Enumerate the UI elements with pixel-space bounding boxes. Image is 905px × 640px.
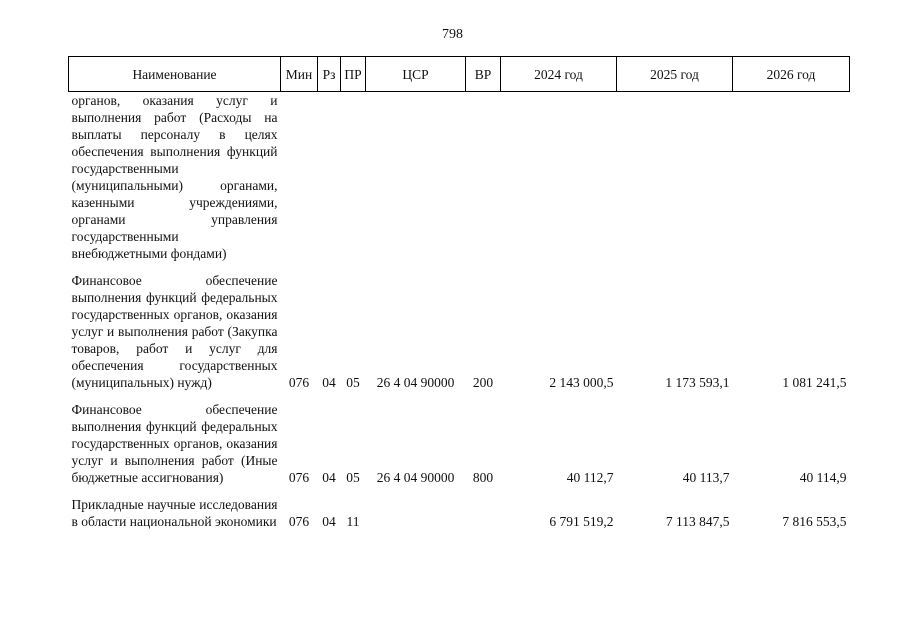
row-spacer [69, 262, 850, 272]
row-csr [366, 92, 466, 263]
row-name: Прикладные научные исследования в области национальной экономики [71, 497, 278, 529]
row-pr: 05 [346, 470, 360, 485]
row-vr [466, 92, 501, 263]
header-vr: ВР [466, 57, 501, 92]
row-2024 [501, 92, 617, 263]
row-pr: 11 [346, 514, 360, 529]
row-2026: 1 081 241,5 [782, 375, 847, 390]
row-name: Финансовое обеспечение выполнения функций федеральных государственных органов, оказания услуг и выполнения работ (Закупка товаров, работ и услуг для обеспечения государственных (муниципальных) нужд) [71, 273, 278, 390]
row-rz [318, 92, 341, 263]
row-rz: 04 [322, 375, 336, 390]
row-2026 [733, 92, 850, 263]
header-2024: 2024 год [501, 57, 617, 92]
row-2025: 1 173 593,1 [665, 375, 730, 390]
row-pr: 05 [346, 375, 360, 390]
row-vr: 200 [472, 375, 494, 390]
row-vr [466, 496, 501, 530]
row-2024: 6 791 519,2 [549, 514, 614, 529]
row-min: 076 [288, 470, 310, 485]
row-min: 076 [288, 375, 310, 390]
header-2025: 2025 год [617, 57, 733, 92]
row-2025: 7 113 847,5 [665, 514, 730, 529]
header-pr: ПР [341, 57, 366, 92]
header-csr: ЦСР [366, 57, 466, 92]
row-spacer [69, 486, 850, 496]
row-2026: 40 114,9 [799, 470, 847, 485]
table-row [69, 92, 850, 263]
row-csr: 26 4 04 90000 [376, 375, 455, 390]
row-rz: 04 [322, 514, 336, 529]
row-name: Финансовое обеспечение выполнения функций федеральных государственных органов, оказания услуг и выполнения работ (Иные бюджетные ассигнования) [71, 402, 278, 485]
row-2026: 7 816 553,5 [782, 514, 847, 529]
table-row [69, 496, 850, 530]
row-csr [366, 496, 466, 530]
table-row [69, 401, 850, 486]
row-2025: 40 113,7 [682, 470, 730, 485]
row-2024: 2 143 000,5 [549, 375, 614, 390]
page-number: 798 [442, 27, 463, 42]
header-min: Мин [281, 57, 318, 92]
header-name: Наименование [69, 57, 281, 92]
row-2025 [617, 92, 733, 263]
row-csr: 26 4 04 90000 [376, 470, 455, 485]
row-min [281, 92, 318, 263]
row-pr [341, 92, 366, 263]
row-vr: 800 [472, 470, 494, 485]
header-rz: Рз [318, 57, 341, 92]
row-rz: 04 [322, 470, 336, 485]
row-name: органов, оказания услуг и выполнения работ (Расходы на выплаты персоналу в целях обеспечения выполнения функций государственными (муниципальными) органами, казенными учреждениями, органами управления государственными внебюджетными фондами) [71, 93, 278, 261]
table-header [69, 57, 850, 92]
row-spacer [69, 391, 850, 401]
row-2024: 40 112,7 [566, 470, 614, 485]
budget-table [68, 56, 850, 530]
table-row [69, 272, 850, 391]
header-2026: 2026 год [733, 57, 850, 92]
row-min: 076 [288, 514, 310, 529]
